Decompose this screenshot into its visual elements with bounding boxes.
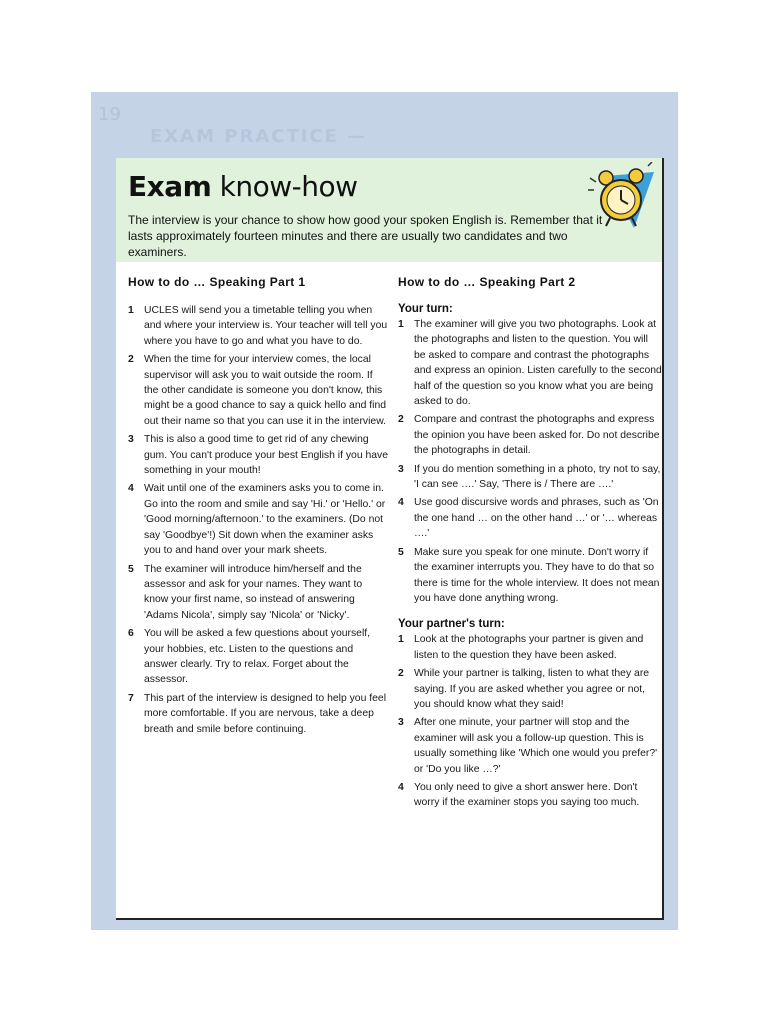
item-number: 7 [128, 692, 134, 704]
item-text: This is also a good time to get rid of any chewing gum. You can't produce your best English if you have something in your mouth! [144, 434, 389, 477]
title-bold: Exam [128, 170, 212, 203]
list-item [128, 691, 388, 737]
list-item [128, 481, 388, 558]
item-text: UCLES will send you a timetable telling you when and where your interview is. Your teacher will tell you where you have to go and what you have to do. [144, 305, 388, 347]
list-item [398, 632, 662, 663]
list-item [398, 495, 662, 541]
part1-heading: How to do … Speaking Part 1 [128, 275, 306, 289]
part2-heading: How to do … Speaking Part 2 [398, 275, 576, 289]
list-item [128, 626, 388, 688]
item-number: 3 [398, 717, 404, 729]
list-item [128, 303, 388, 349]
item-number: 3 [128, 434, 134, 446]
list-item [398, 545, 662, 607]
item-text: Wait until one of the examiners asks you to come in. Go into the room and smile and say 'Hi.' or 'Hello.' or 'Good morning/afternoon.' to the examiners. (Do not say 'Goodbye'!) Sit down when the examiner asks you to and hand over your mark sheets. [144, 483, 386, 557]
list-item [398, 317, 662, 409]
item-number: 2 [398, 668, 404, 680]
item-text: Compare and contrast the photographs and express the opinion you have been asked for. Do not describe the photographs in detail. [414, 414, 660, 457]
item-text: After one minute, your partner will stop and the examiner will ask you a follow-up question. This is usually something like 'Which one would you prefer?' or 'Do you like …?' [414, 717, 658, 775]
intro-text: The interview is your chance to show how good your spoken English is. Remember that it lasts approximately fourteen minutes and there are usually two candidates and two examiners. [128, 213, 603, 259]
partner-turn-list [398, 632, 662, 810]
title-band [116, 158, 662, 262]
item-number: 1 [398, 319, 404, 330]
item-text: When the time for your interview comes, the local supervisor will ask you to wait outside the room. If the other candidate is someone you don't know, this might be a good chance to say a quick hello and find out their name so that you can use it in the interview. [144, 354, 387, 427]
part1-list [128, 303, 388, 737]
partner-turn-heading: Your partner's turn: [398, 618, 505, 631]
list-item [128, 562, 388, 624]
your-turn-heading: Your turn: [398, 303, 453, 315]
item-text: The examiner will give you two photographs. Look at the photographs and listen to the question. You will be asked to compare and contrast the photographs and express an opinion. Listen carefully to the second half of the question so you know what you are being asked to do. [414, 319, 662, 408]
item-number: 2 [128, 354, 134, 366]
list-item [128, 352, 388, 429]
item-number: 4 [398, 497, 404, 509]
item-text: Use good discursive words and phrases, such as 'On the one hand … on the other hand …' or '… whereas ….' [414, 497, 659, 540]
item-number: 1 [398, 634, 404, 646]
your-turn-list [398, 317, 662, 606]
item-number: 5 [398, 546, 404, 558]
item-text: Look at the photographs your partner is given and listen to the question they have been asked. [414, 634, 644, 661]
ghost-page-number: 19 [98, 104, 121, 125]
item-number: 6 [128, 628, 134, 640]
title-rest: know-how [211, 170, 358, 203]
item-number: 1 [128, 305, 134, 316]
list-item [398, 666, 662, 712]
page-sheet [116, 158, 664, 920]
item-number: 4 [398, 781, 404, 793]
item-text: This part of the interview is designed to help you feel more comfortable. If you are nervous, take a deep breath and smile before continuing. [144, 692, 387, 735]
speaking-part2-column [398, 275, 662, 814]
item-number: 5 [128, 563, 134, 575]
item-text: You only need to give a short answer here. Don't worry if the examiner stops you saying too much. [414, 781, 640, 809]
item-number: 3 [398, 463, 404, 475]
item-text: Make sure you speak for one minute. Don't worry if the examiner interrupts you. They have to do that so there is time for the whole interview. It does not mean you have done anything wrong. [414, 546, 660, 604]
ghost-header-text: EXAM PRACTICE — [150, 126, 368, 147]
list-item [398, 715, 662, 777]
item-number: 4 [128, 483, 134, 495]
item-text: The examiner will introduce him/herself and the assessor and ask for your names. They want to know your first name, so instead of answering 'Adams Nicola', simply say 'Nicola' or 'Nicky'. [144, 563, 363, 621]
item-text: If you do mention something in a photo, try not to say, 'I can see ….' Say, 'There is / There are ….' [414, 463, 661, 491]
list-item [398, 412, 662, 458]
speaking-part1-column [128, 275, 388, 740]
list-item [398, 462, 662, 493]
item-number: 2 [398, 414, 404, 426]
list-item [398, 780, 662, 811]
item-text: You will be asked a few questions about yourself, your hobbies, etc. Listen to the questions and answer clearly. Try to relax. Forget about the assessor. [144, 628, 371, 686]
page-title [128, 170, 358, 203]
list-item [128, 432, 388, 478]
item-text: While your partner is talking, listen to what they are saying. If you are asked whether you agree or not, you should know what they said! [414, 668, 650, 710]
alarm-clock-icon [588, 162, 658, 234]
